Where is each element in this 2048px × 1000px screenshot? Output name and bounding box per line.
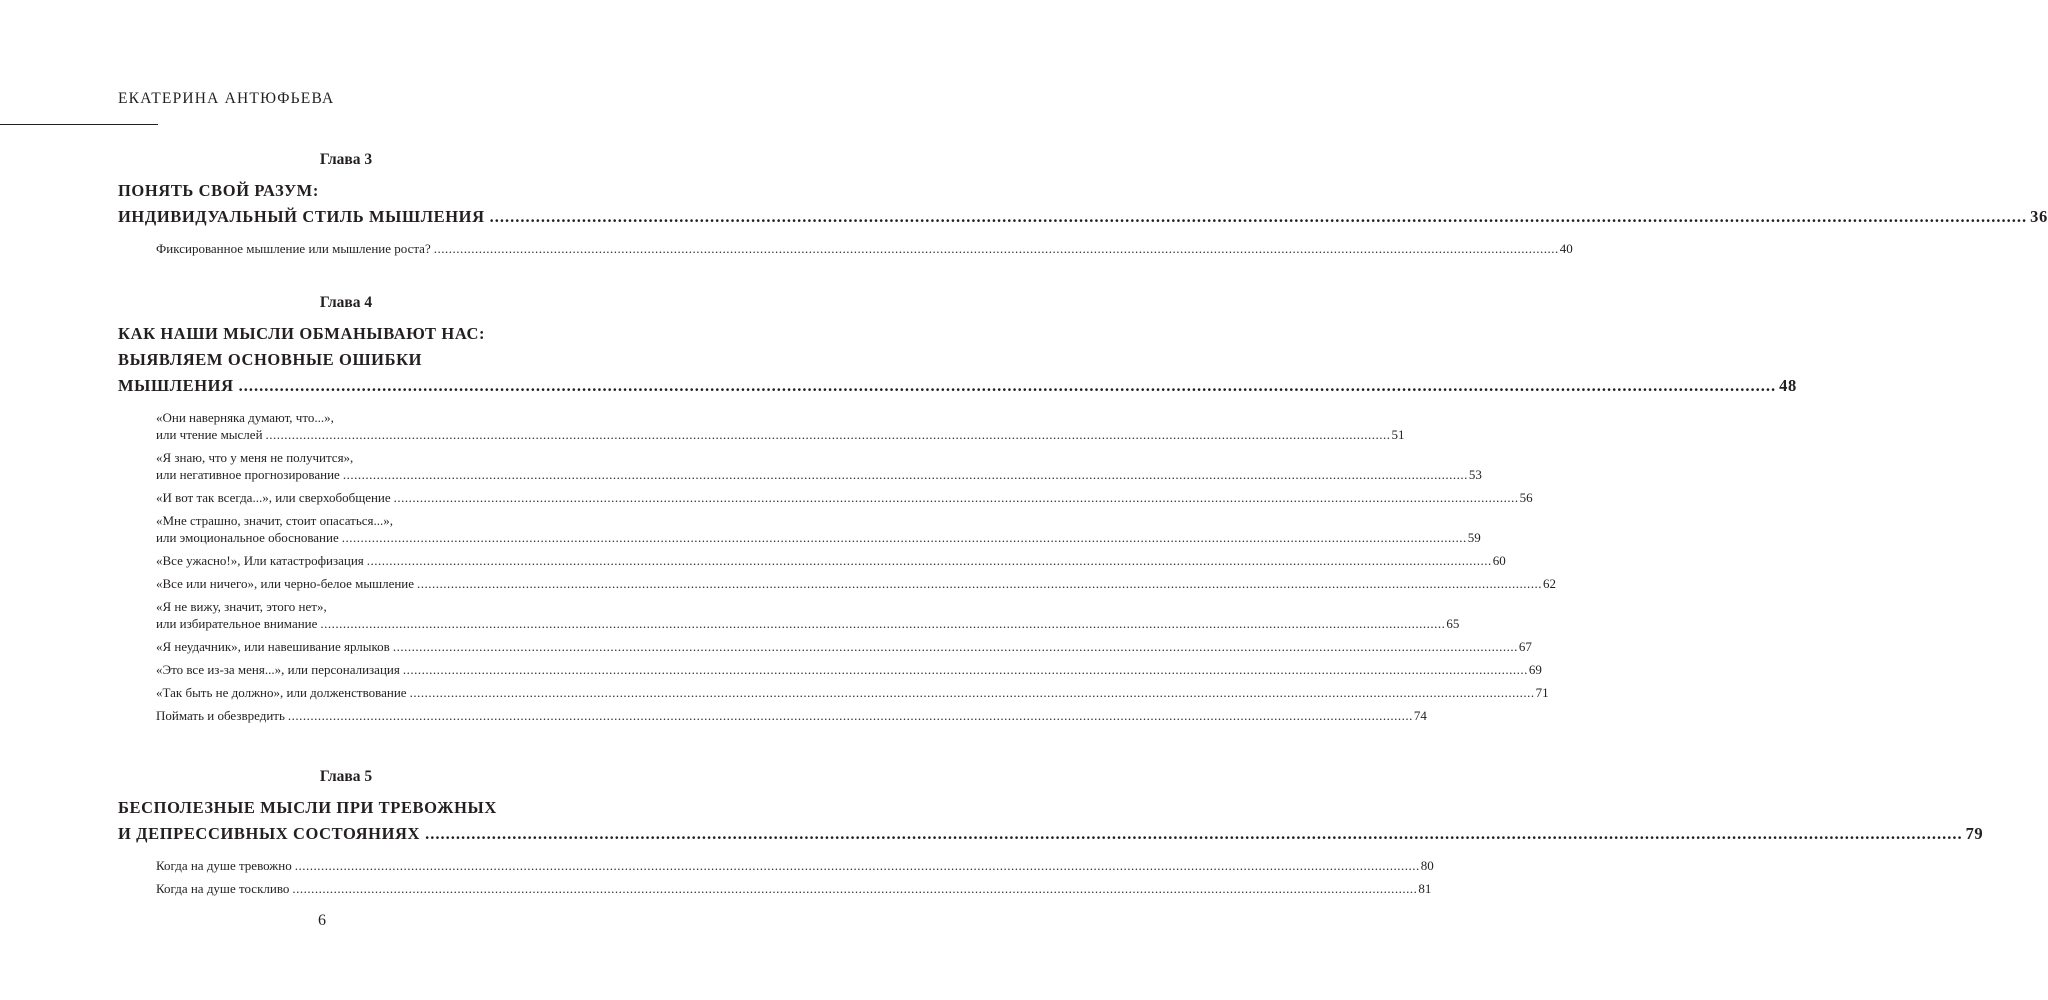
dot-leader: ............................................................................................................................................................................................................................................................................................................ [292, 881, 1418, 896]
chapter-title[interactable] [118, 178, 2048, 230]
section-list [156, 240, 1573, 257]
toc-entry-page: 67 [1518, 639, 1532, 654]
toc-entry-line [156, 489, 1533, 506]
toc-entry-line [156, 857, 1434, 874]
chapter-title-line [118, 373, 1797, 399]
toc-entry-text: «Так быть не должно», или долженствование [156, 685, 407, 700]
toc-entry-page: 56 [1519, 490, 1533, 505]
chapter-label: Глава 4 [319, 294, 373, 311]
toc-entry[interactable] [156, 512, 1481, 546]
toc-entry-line [156, 240, 1573, 257]
toc-entry[interactable] [156, 575, 1557, 592]
dot-leader: ............................................................................................................................................................................................................................................................................................................ [433, 241, 1559, 256]
running-header-author: ЕКАТЕРИНА АНТЮФЬЕВА [118, 90, 335, 107]
toc-entry-page: 80 [1420, 858, 1434, 873]
toc-entry-page: 62 [1543, 576, 1557, 591]
chapter-label: Глава 3 [319, 151, 373, 168]
toc-entry[interactable] [156, 489, 1533, 506]
toc-entry-page: 65 [1446, 616, 1460, 631]
toc-entry-text: Когда на душе тоскливо [156, 881, 290, 896]
toc-entry-text: «Мне страшно, значит, стоит опасаться...», [156, 513, 394, 528]
toc-entry-text: «Я не вижу, значит, этого нет», [156, 599, 327, 614]
toc-entry[interactable] [156, 707, 1427, 724]
toc-entry-line [156, 466, 1482, 483]
toc-entry-page: 74 [1413, 708, 1427, 723]
chapter-title-line [118, 204, 2048, 230]
toc-entry-text: или чтение мыслей [156, 427, 263, 442]
chapter-title-line: КАК НАШИ МЫСЛИ ОБМАНЫВАЮТ НАС: [118, 324, 486, 343]
toc-entry[interactable] [156, 449, 1482, 483]
toc-entry[interactable] [156, 684, 1549, 701]
toc-entry-line [156, 707, 1427, 724]
toc-entry[interactable] [156, 638, 1532, 655]
toc-entry-page: 51 [1391, 427, 1405, 442]
chapter-page-number: 48 [1779, 376, 1797, 395]
toc-entry-text: «Я неудачник», или навешивание ярлыков [156, 639, 390, 654]
dot-leader: ............................................................................................................................................................................................................................................................................................................ [393, 490, 1519, 505]
toc-entry-page: 59 [1467, 530, 1481, 545]
toc-entry-page: 69 [1528, 662, 1542, 677]
chapter-title[interactable] [118, 795, 1984, 847]
dot-leader: ............................................................................................................................................................................................................................................................................................................ [238, 376, 1777, 395]
chapter-title-text: И ДЕПРЕССИВНЫХ СОСТОЯНИЯХ [118, 824, 421, 843]
toc-entry[interactable] [156, 598, 1460, 632]
toc-entry-line [156, 661, 1542, 678]
toc-entry-text: «Это все из-за меня...», или персонализация [156, 662, 400, 677]
toc-entry-text: Когда на душе тревожно [156, 858, 292, 873]
dot-leader: ............................................................................................................................................................................................................................................................................................................ [265, 427, 1391, 442]
dot-leader: ............................................................................................................................................................................................................................................................................................................ [366, 553, 1492, 568]
toc-entry-text: «Все ужасно!», Или катастрофизация [156, 553, 364, 568]
toc-entry-line [156, 552, 1506, 569]
chapter-block [118, 150, 2048, 263]
chapter-title[interactable] [118, 321, 1797, 399]
dot-leader: ............................................................................................................................................................................................................................................................................................................ [409, 685, 1535, 700]
toc-entry-line [156, 638, 1532, 655]
chapter-block [118, 293, 1797, 730]
chapter-label: Глава 5 [319, 768, 373, 785]
dot-leader: ............................................................................................................................................................................................................................................................................................................ [489, 207, 2028, 226]
toc-entry-page: 60 [1492, 553, 1506, 568]
chapter-title-line: БЕСПОЛЕЗНЫЕ МЫСЛИ ПРИ ТРЕВОЖНЫХ [118, 798, 497, 817]
toc-entry-line [156, 575, 1557, 592]
toc-entry-text: «Они наверняка думают, что...», [156, 410, 334, 425]
dot-leader: ............................................................................................................................................................................................................................................................................................................ [417, 576, 1543, 591]
toc-entry[interactable] [156, 409, 1405, 443]
dot-leader: ............................................................................................................................................................................................................................................................................................................ [402, 662, 1528, 677]
toc-entry-line [156, 880, 1432, 897]
header-rule [0, 124, 158, 125]
dot-leader: ............................................................................................................................................................................................................................................................................................................ [294, 858, 1420, 873]
dot-leader: ............................................................................................................................................................................................................................................................................................................ [342, 467, 1468, 482]
toc-entry-text: или негативное прогнозирование [156, 467, 340, 482]
chapter-title-line: ПОНЯТЬ СВОЙ РАЗУМ: [118, 181, 319, 200]
toc-entry[interactable] [156, 552, 1506, 569]
dot-leader: ............................................................................................................................................................................................................................................................................................................ [287, 708, 1413, 723]
section-list [156, 409, 1557, 724]
page-number: 6 [318, 912, 326, 929]
toc-entry[interactable] [156, 857, 1434, 874]
dot-leader: ............................................................................................................................................................................................................................................................................................................ [392, 639, 1518, 654]
dot-leader: ............................................................................................................................................................................................................................................................................................................ [425, 824, 1963, 843]
toc-entry[interactable] [156, 880, 1432, 897]
toc-entry-text: Поймать и обезвредить [156, 708, 285, 723]
toc-entry-page: 71 [1535, 685, 1549, 700]
toc-entry-line [156, 426, 1405, 443]
dot-leader: ............................................................................................................................................................................................................................................................................................................ [341, 530, 1467, 545]
chapter-page-number: 79 [1965, 824, 1984, 843]
chapter-title-text: ИНДИВИДУАЛЬНЫЙ СТИЛЬ МЫШЛЕНИЯ [118, 207, 485, 226]
toc-entry-line [156, 684, 1549, 701]
toc-entry-text: «И вот так всегда...», или сверхобобщение [156, 490, 391, 505]
toc-entry-text: «Все или ничего», или черно-белое мышление [156, 576, 415, 591]
toc-entry-text: или избирательное внимание [156, 616, 318, 631]
toc-entry-text: «Я знаю, что у меня не получится», [156, 450, 354, 465]
toc-entry-text: Фиксированное мышление или мышление роста? [156, 241, 431, 256]
chapter-title-text: МЫШЛЕНИЯ [118, 376, 234, 395]
chapter-title-line [118, 821, 1984, 847]
toc-entry[interactable] [156, 661, 1542, 678]
section-list [156, 857, 1434, 897]
toc-entry-page: 81 [1418, 881, 1432, 896]
toc-entry-page: 40 [1559, 241, 1573, 256]
chapter-page-number: 36 [2030, 207, 2048, 226]
toc-entry-line [156, 615, 1460, 632]
toc-entry-line [156, 529, 1481, 546]
chapter-title-line: ВЫЯВЛЯЕМ ОСНОВНЫЕ ОШИБКИ [118, 350, 423, 369]
dot-leader: ............................................................................................................................................................................................................................................................................................................ [320, 616, 1446, 631]
chapter-block [118, 767, 1984, 903]
toc-entry-text: или эмоциональное обоснование [156, 530, 339, 545]
toc-entry-page: 53 [1468, 467, 1482, 482]
toc-entry[interactable] [156, 240, 1573, 257]
